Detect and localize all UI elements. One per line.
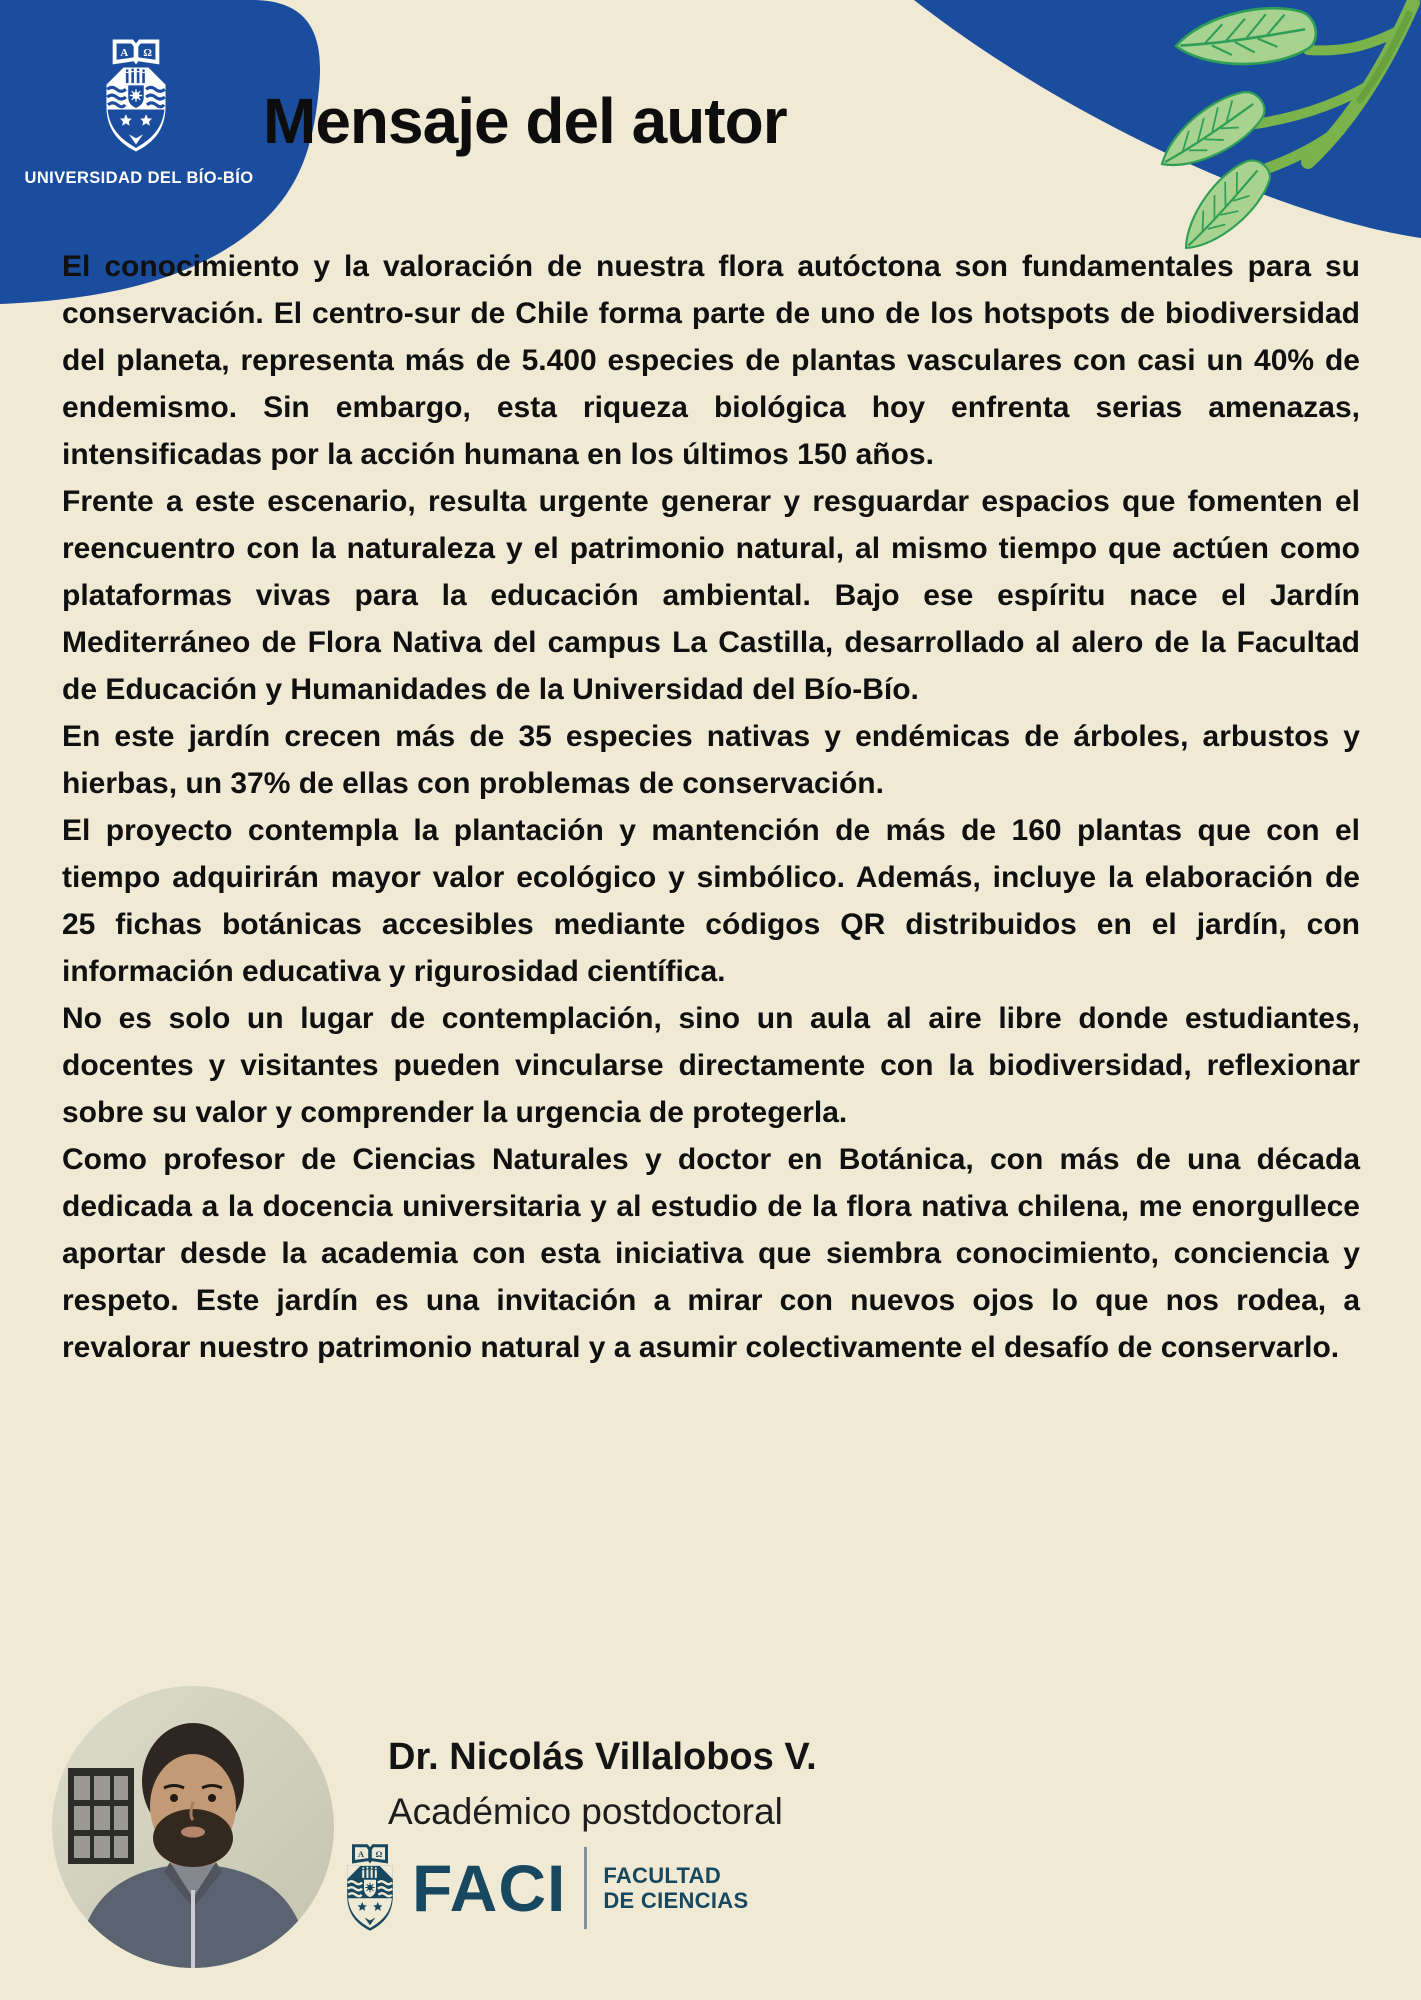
author-name: Dr. Nicolás Villalobos V. <box>388 1736 817 1778</box>
message-paragraph: Frente a este escenario, resulta urgente generar y resguardar espacios que fomenten el reencuentro con la naturaleza y el patrimonio natural, al mismo tiempo que actúen como plataformas vivas para la educación ambiental. Bajo ese espíritu nace el Jardín Mediterráneo de Flora Nativa del campus La Castilla, desarrollado al alero de la Facultad de Educación y Humanidades de la Universidad del Bío-Bío. <box>62 485 1360 706</box>
university-shield-icon <box>97 38 175 153</box>
faculty-shield-icon <box>340 1843 400 1932</box>
faculty-name-line2: DE CIENCIAS <box>603 1887 749 1913</box>
faculty-acronym: FACI <box>412 1850 567 1925</box>
emblem-omega: Ω <box>375 1849 383 1859</box>
message-paragraph: El conocimiento y la valoración de nuestra flora autóctona son fundamentales para su conservación. El centro-sur de Chile forma parte de uno de los hotspots de biodiversidad del planeta, representa más de 5.400 especies de plantas vasculares con casi un 40% de endemismo. Sin embargo, esta riqueza biológica hoy enfrenta serias amenazas, intensificadas por la acción humana en los últimos 150 años. <box>62 250 1360 471</box>
emblem-omega: Ω <box>143 46 153 59</box>
university-logo <box>0 0 300 230</box>
wall-frame <box>68 1768 134 1864</box>
author-photo <box>52 1686 334 1968</box>
faculty-divider <box>584 1847 587 1929</box>
university-name-label: UNIVERSIDAD DEL BÍO-BÍO <box>24 169 254 187</box>
emblem-alpha: Α <box>357 1849 365 1859</box>
message-paragraph: El proyecto contempla la plantación y mantención de más de 160 plantas que con el tiempo adquirirán mayor valor ecológico y simbólico. Además, incluye la elaboración de 25 fichas botánicas accesibles mediante códigos QR distribuidos en el jardín, con información educativa y rigurosidad científica. <box>62 814 1360 988</box>
message-paragraph: En este jardín crecen más de 35 especies nativas y endémicas de árboles, arbustos y hierbas, un 37% de ellas con problemas de conservación. <box>62 720 1360 800</box>
page-title: Mensaje del autor <box>263 85 787 157</box>
author-role: Académico postdoctoral <box>388 1791 783 1832</box>
faculty-logo <box>340 1843 748 1932</box>
message-body <box>62 243 1360 1371</box>
message-paragraph: No es solo un lugar de contemplación, sino un aula al aire libre donde estudiantes, docentes y visitantes pueden vincularse directamente con la biodiversidad, reflexionar sobre su valor y comprender la urgencia de protegerla. <box>62 1002 1360 1129</box>
message-paragraph: Como profesor de Ciencias Naturales y doctor en Botánica, con más de una década dedicada a la docencia universitaria y al estudio de la flora nativa chilena, me enorgullece aportar desde la academia con esta iniciativa que siembra conocimiento, conciencia y respeto. Este jardín es una invitación a mirar con nuevos ojos lo que nos rodea, a revalorar nuestro patrimonio natural y a asumir colectivamente el desafío de conservarlo. <box>62 1143 1360 1364</box>
faculty-name-line1: FACULTAD <box>603 1862 722 1888</box>
faculty-name <box>603 1863 748 1913</box>
emblem-alpha: Α <box>120 46 129 59</box>
